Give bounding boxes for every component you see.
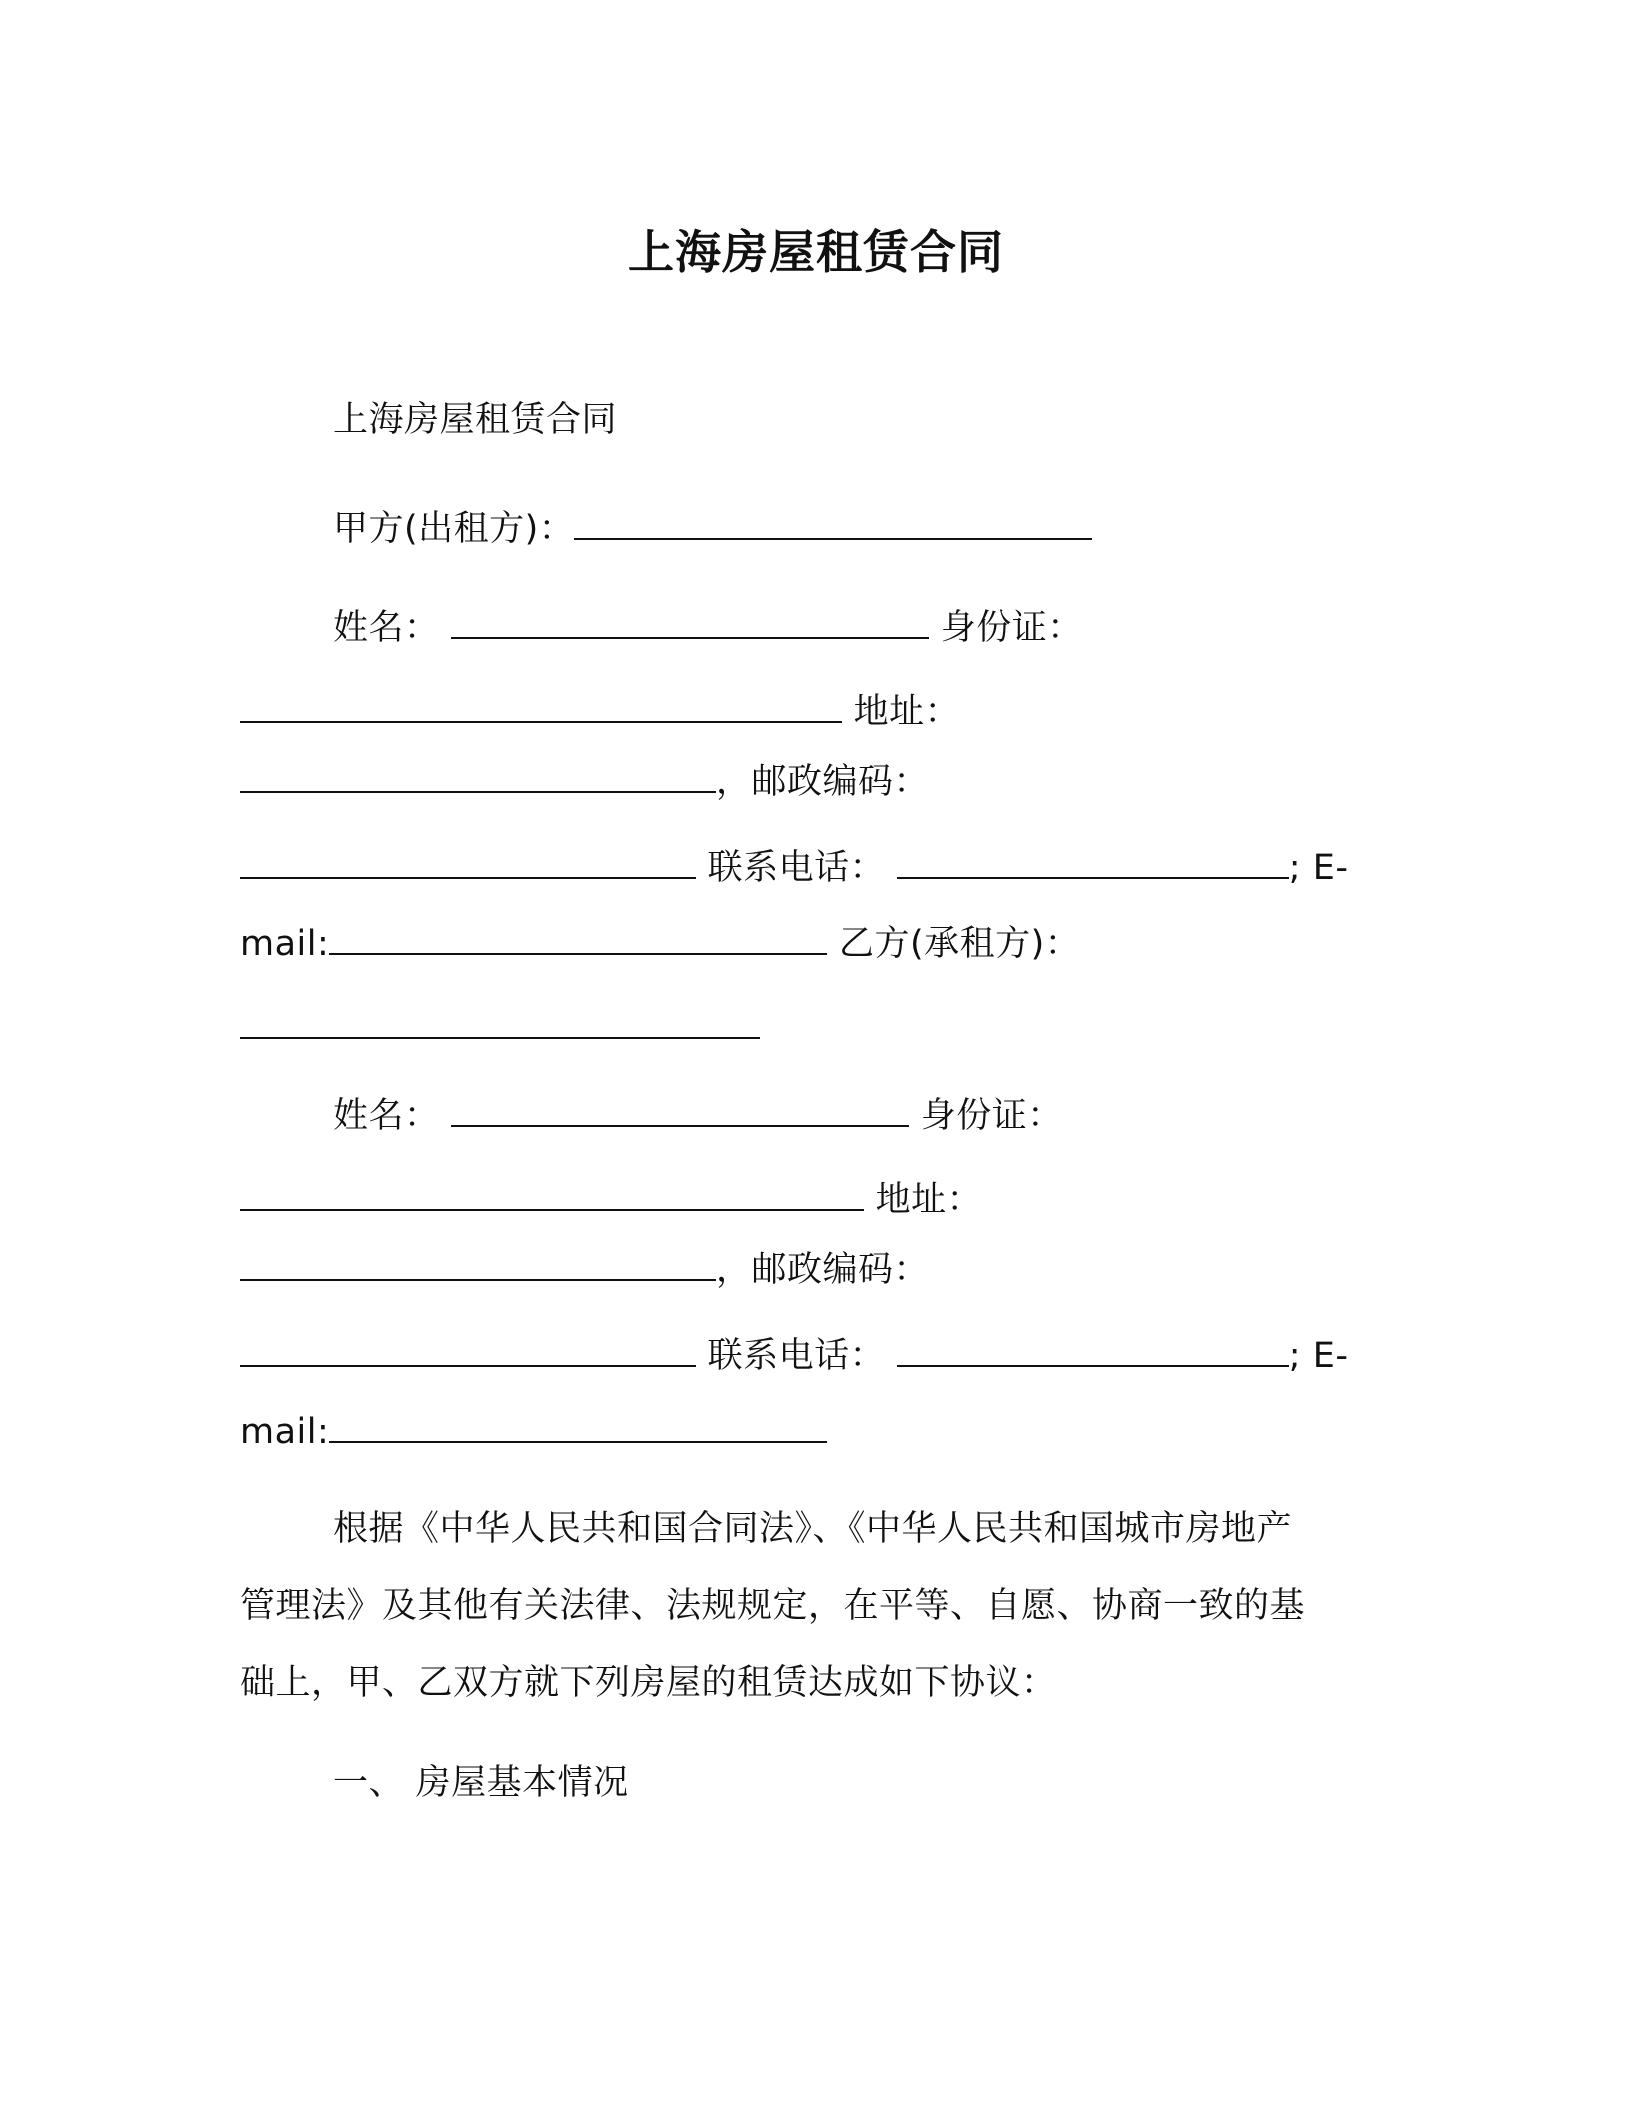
party-a-address-label: 地址： [853,692,961,732]
party-a-email-row [240,921,1080,967]
party-b-id-blank[interactable] [240,1179,864,1211]
party-b-name-row [333,1093,1063,1139]
party-a-postcode-row [240,845,1348,891]
party-b-postcode-row [240,1333,1348,1379]
party-a-row [333,506,1092,552]
party-a-phone-blank[interactable] [897,847,1289,879]
party-a-phone-label: 联系电话： [707,848,886,888]
party-b-email-row [240,1409,827,1455]
section-heading-1: 一、 房屋基本情况 [333,1763,629,1803]
party-b-name-label: 姓名： [333,1096,440,1136]
document-title: 上海房屋租赁合同 [628,225,1004,279]
party-b-email-label: mail: [240,1412,330,1452]
party-a-name-blank[interactable] [451,607,929,639]
party-a-id-label: 身份证： [940,608,1083,648]
party-b-phone-blank[interactable] [897,1335,1289,1367]
party-b-row [240,1005,760,1051]
party-a-label: 甲方(出租方)： [333,509,575,549]
party-b-address-row [240,1247,929,1293]
party-a-id-row [240,689,960,735]
party-a-address-row [240,759,929,805]
party-a-name-row [333,605,1083,651]
party-b-address-label: 地址： [875,1180,983,1220]
party-a-email-label: mail: [240,924,330,964]
party-a-id-blank[interactable] [240,691,842,723]
party-a-postcode-blank[interactable] [240,847,696,879]
party-b-id-label: 身份证： [920,1096,1063,1136]
party-a-name-label: 姓名： [333,608,440,648]
party-a-email-prefix: ; E- [1288,848,1349,888]
subtitle: 上海房屋租赁合同 [333,400,618,440]
preamble-line-2: 管理法》及其他有关法律、法规规定，在平等、自愿、协商一致的基 [240,1586,1306,1626]
party-b-email-blank[interactable] [329,1411,827,1443]
party-a-address-blank[interactable] [240,761,716,793]
preamble-line-1: 根据《中华人民共和国合同法》、《中华人民共和国城市房地产 [333,1509,1293,1549]
party-b-label: 乙方(承租方)： [838,924,1081,964]
party-b-email-prefix: ; E- [1288,1336,1349,1376]
preamble-line-3: 础上，甲、乙双方就下列房屋的租赁达成如下协议： [240,1663,1057,1703]
party-b-phone-label: 联系电话： [707,1336,886,1376]
party-a-blank[interactable] [574,508,1092,540]
party-b-blank[interactable] [240,1007,760,1039]
party-b-address-blank[interactable] [240,1249,716,1281]
party-a-email-blank[interactable] [329,923,827,955]
party-b-id-row [240,1177,982,1223]
party-a-postcode-label: ，邮政编码： [716,762,930,802]
party-b-name-blank[interactable] [451,1095,909,1127]
party-b-postcode-label: ，邮政编码： [716,1250,930,1290]
party-b-postcode-blank[interactable] [240,1335,696,1367]
